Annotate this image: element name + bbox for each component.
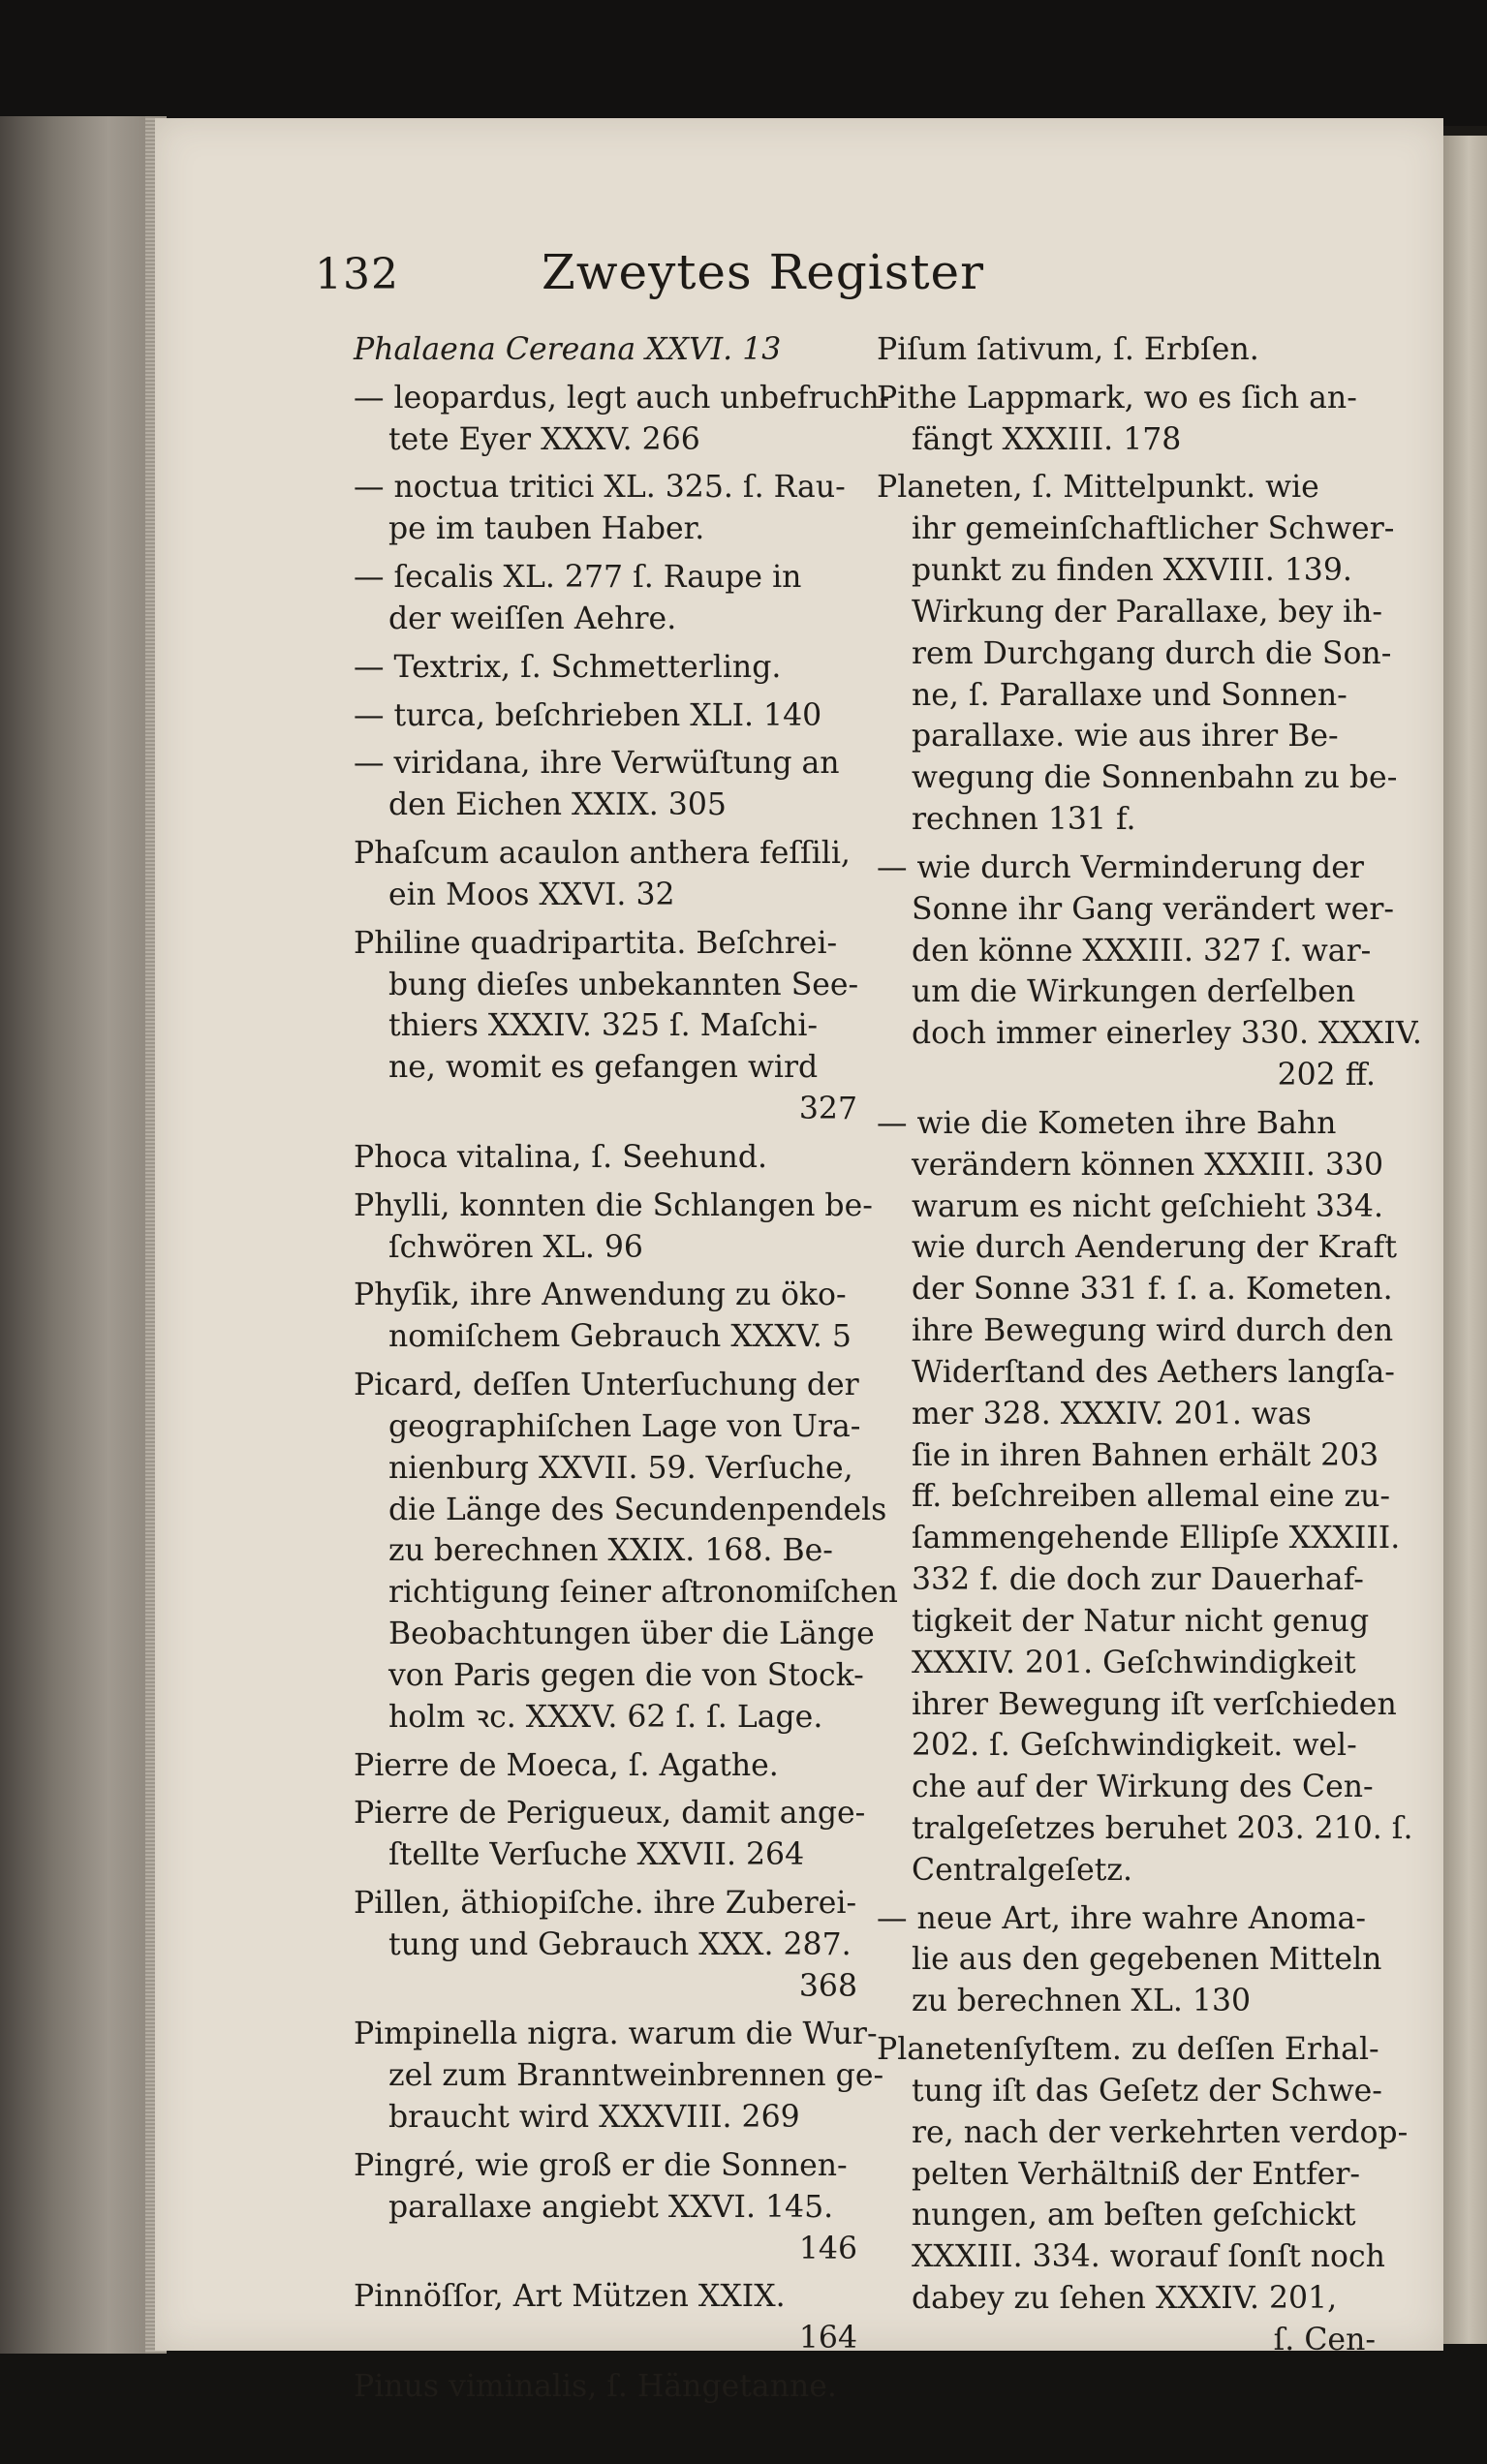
index-entry-line: — noctua tritici XL. 325. ſ. Rau- [354, 470, 846, 506]
index-entry-line: ſ. Cen- [1273, 2322, 1376, 2357]
index-entry-line: pe im tauben Haber. [388, 511, 705, 547]
index-entry-line: geographiſchen Lage von Ura- [388, 1408, 861, 1444]
running-head: Zweytes Register [541, 244, 985, 300]
index-entry-line: — wie die Kometen ihre Bahn [877, 1105, 1337, 1141]
index-entry-line: braucht wird XXXVIII. 269 [388, 2100, 800, 2136]
index-entry-line: che auf der Wirkung des Cen- [912, 1770, 1374, 1805]
index-entry-line: lie aus den gegebenen Mitteln [912, 1942, 1382, 1978]
index-entry [354, 329, 857, 371]
index-entry-line: zu berechnen XL. 130 [912, 1984, 1252, 2019]
index-entry-line: holm ꝛc. XXXV. 62 ſ. ſ. Lage. [388, 1699, 823, 1735]
index-entry-line: Phaſcum acaulon anthera feſſili, [354, 836, 851, 872]
index-entry [877, 847, 1422, 1096]
index-entry-line: warum es nicht geſchieht 334. [912, 1188, 1383, 1224]
scan-background-top [0, 0, 1487, 126]
index-entry-line: Philine quadripartita. Beſchrei- [354, 925, 838, 961]
index-entry [354, 647, 857, 689]
index-entry-line: rem Durchgang durch die Son- [912, 635, 1392, 671]
index-entry-line: ſtellte Verſuche XXVII. 264 [388, 1837, 805, 1873]
index-entry [354, 833, 857, 916]
index-entry-line: parallaxe angiebt XXVI. 145. [388, 2189, 834, 2225]
index-entry-line: punkt zu finden XXVIII. 139. [912, 553, 1352, 589]
index-entry-line: 202 ff. [1277, 1058, 1376, 1093]
index-entry [354, 1137, 857, 1179]
index-entry [877, 467, 1398, 840]
index-entry-line: ſchwören XL. 96 [388, 1229, 643, 1265]
index-entry-line: verändern können XXXIII. 330 [912, 1147, 1384, 1183]
index-entry-line: ihrer Bewegung iſt verſchieden [912, 1686, 1397, 1722]
book-spine [0, 116, 155, 2354]
index-entry-line: fängt XXXIII. 178 [912, 421, 1182, 457]
index-entry [354, 923, 857, 1130]
index-entry-line: nienburg XXVII. 59. Verſuche, [388, 1450, 853, 1486]
index-entry [354, 1365, 898, 1738]
index-entry-line: Pierre de Moeca, ſ. Agathe. [354, 1747, 779, 1783]
index-entry-line: ihre Bewegung wird durch den [912, 1313, 1394, 1349]
index-entry-line: die Länge des Secundenpendels [388, 1492, 887, 1527]
index-entry-line: Pillen, äthiopiſche. ihre Zuberei- [354, 1885, 857, 1921]
index-entry [354, 2014, 884, 2138]
page-number: 132 [315, 250, 399, 299]
index-entry-line: den Eichen XXIX. 305 [388, 787, 727, 823]
index-entry-line: Pinus viminalis, ſ. Hängetanne. [354, 2369, 837, 2405]
index-entry-line: den könne XXXIII. 327 ſ. war- [912, 933, 1372, 969]
index-entry [354, 378, 890, 461]
index-entry [354, 695, 857, 737]
index-entry-line: Pinnöſſor, Art Mützen XXIX. [354, 2279, 786, 2315]
index-entry-line: — leopardus, legt auch unbefruch- [354, 380, 890, 416]
index-entry-line: Centralgeſetz. [912, 1852, 1132, 1888]
index-entry-line: Pingré, wie groß er die Sonnen- [354, 2147, 848, 2183]
index-entry-line: zu berechnen XXIX. 168. Be- [388, 1533, 833, 1569]
index-entry-line: 202. ſ. Geſchwindigkeit. wel- [912, 1728, 1357, 1764]
index-entry-line: wie durch Aenderung der Kraft [912, 1230, 1398, 1266]
index-entry-line: 332 f. die doch zur Dauerhaf- [912, 1562, 1364, 1598]
index-entry [354, 2276, 857, 2359]
index-entry-line: tralgeſetzes beruhet 203. 210. ſ. [912, 1810, 1413, 1846]
index-entry-line: tung iſt das Geſetz der Schwe- [912, 2073, 1382, 2109]
index-entry-line: Planetenſyſtem. zu deſſen Erhal- [877, 2032, 1379, 2068]
index-entry [354, 1186, 873, 1269]
index-entry-line: richtigung ſeiner aſtronomiſchen [388, 1575, 898, 1611]
index-entry [877, 2029, 1409, 2361]
index-entry [354, 1745, 857, 1787]
index-entry-line: XXXIV. 201. Geſchwindigkeit [912, 1645, 1356, 1680]
index-entry-line: ne, ſ. Parallaxe und Sonnen- [912, 677, 1348, 713]
index-entry [354, 1793, 866, 1876]
index-entry-line: thiers XXXIV. 325 ſ. Maſchi- [388, 1008, 819, 1044]
index-entry [354, 2366, 857, 2408]
index-entry [877, 329, 1376, 371]
index-entry-line: Planeten, ſ. Mittelpunkt. wie [877, 470, 1319, 506]
index-entry-line: Picard, deſſen Unterſuchung der [354, 1368, 859, 1403]
index-entry-line: tete Eyer XXXV. 266 [388, 421, 700, 457]
index-entry [354, 1883, 857, 2007]
index-entry-line: der weiſſen Aehre. [388, 601, 677, 636]
index-entry-line: zel zum Branntweinbrennen ge- [388, 2058, 884, 2094]
facing-page-edge [1441, 136, 1487, 2344]
index-entry-line: ein Moos XXVI. 32 [388, 877, 675, 912]
index-entry-line: Widerſtand des Aethers langſa- [912, 1354, 1395, 1390]
index-entry-line: — neue Art, ihre wahre Anoma- [877, 1900, 1366, 1936]
index-entry-line: — viridana, ihre Verwüſtung an [354, 746, 840, 782]
index-entry-line: tung und Gebrauch XXX. 287. [388, 1926, 852, 1962]
index-entry [877, 1898, 1382, 2022]
index-entry-line: Sonne ihr Gang verändert wer- [912, 891, 1395, 927]
index-entry-line: wegung die Sonnenbahn zu be- [912, 760, 1398, 796]
index-entry-line: nungen, am beſten geſchickt [912, 2198, 1356, 2233]
index-entry-line: Wirkung der Parallaxe, bey ih- [912, 594, 1383, 630]
index-entry-line: Pierre de Perigueux, damit ange- [354, 1796, 866, 1832]
index-entry [354, 557, 857, 640]
index-entry-line: pelten Verhältniß der Entfer- [912, 2156, 1361, 2192]
index-entry-line: von Paris gegen die von Stock- [388, 1657, 864, 1693]
index-entry [354, 467, 857, 550]
left-column [354, 329, 898, 2415]
index-entry-line: Phyſik, ihre Anwendung zu öko- [354, 1278, 847, 1313]
index-entry-line: nomiſchem Gebrauch XXXV. 5 [388, 1319, 852, 1355]
index-entry-line: um die Wirkungen derſelben [912, 974, 1356, 1010]
index-entry-line: 327 [798, 1092, 857, 1127]
index-entry [354, 2145, 857, 2269]
index-entry-line: ihr gemeinſchaftlicher Schwer- [912, 511, 1395, 547]
index-entry [877, 378, 1376, 461]
index-entry-line: 164 [798, 2321, 857, 2356]
index-entry-line: XXXIII. 334. worauf ſonſt noch [912, 2239, 1385, 2275]
index-entry [354, 1275, 857, 1358]
index-entry-line: Pithe Lappmark, wo es ſich an- [877, 380, 1357, 416]
index-entry-line: bung dieſes unbekannten See- [388, 967, 859, 1002]
index-entry-line: Phoca vitalina, ſ. Seehund. [354, 1139, 768, 1175]
right-column [877, 329, 1422, 2368]
index-entry-line: rechnen 131 f. [912, 802, 1136, 838]
index-entry-line: Beobachtungen über die Länge [388, 1617, 875, 1652]
index-entry-line: Phylli, konnten die Schlangen be- [354, 1187, 873, 1223]
index-entry-line: mer 328. XXXIV. 201. was [912, 1396, 1312, 1432]
index-entry-line: ſammengehende Ellipſe XXXIII. [912, 1521, 1401, 1556]
index-entry-line: doch immer einerley 330. XXXIV. [912, 1016, 1422, 1052]
index-entry-line: ſie in ihren Bahnen erhält 203 [912, 1437, 1379, 1473]
index-entry-line: der Sonne 331 f. ſ. a. Kometen. [912, 1272, 1393, 1308]
index-entry-line: — Textrix, ſ. Schmetterling. [354, 649, 782, 685]
index-entry-line: 368 [798, 1968, 857, 2004]
index-entry [354, 743, 857, 826]
index-entry-line: dabey zu ſehen XXXIV. 201, [912, 2281, 1338, 2317]
index-entry-line: — turca, beſchrieben XLI. 140 [354, 697, 822, 733]
index-entry [877, 1103, 1413, 1892]
index-entry-line: — wie durch Verminderung der [877, 849, 1364, 885]
index-entry-line: Piſum ſativum, ſ. Erbſen. [877, 332, 1259, 367]
index-entry-line: Pimpinella nigra. warum die Wur- [354, 2017, 878, 2052]
index-entry-line: parallaxe. wie aus ihrer Be- [912, 719, 1339, 755]
index-entry-line: ff. beſchreiben allemal eine zu- [912, 1479, 1391, 1515]
index-entry-line: re, nach der verkehrten verdop- [912, 2114, 1409, 2150]
index-entry-line: — ſecalis XL. 277 ſ. Raupe in [354, 560, 802, 596]
index-entry-line: tigkeit der Natur nicht genug [912, 1603, 1370, 1639]
index-entry-line: Phalaena Cereana XXVI. 13 [354, 332, 782, 367]
index-entry-line: ne, womit es gefangen wird [388, 1050, 819, 1086]
index-entry-line: 146 [798, 2231, 857, 2266]
